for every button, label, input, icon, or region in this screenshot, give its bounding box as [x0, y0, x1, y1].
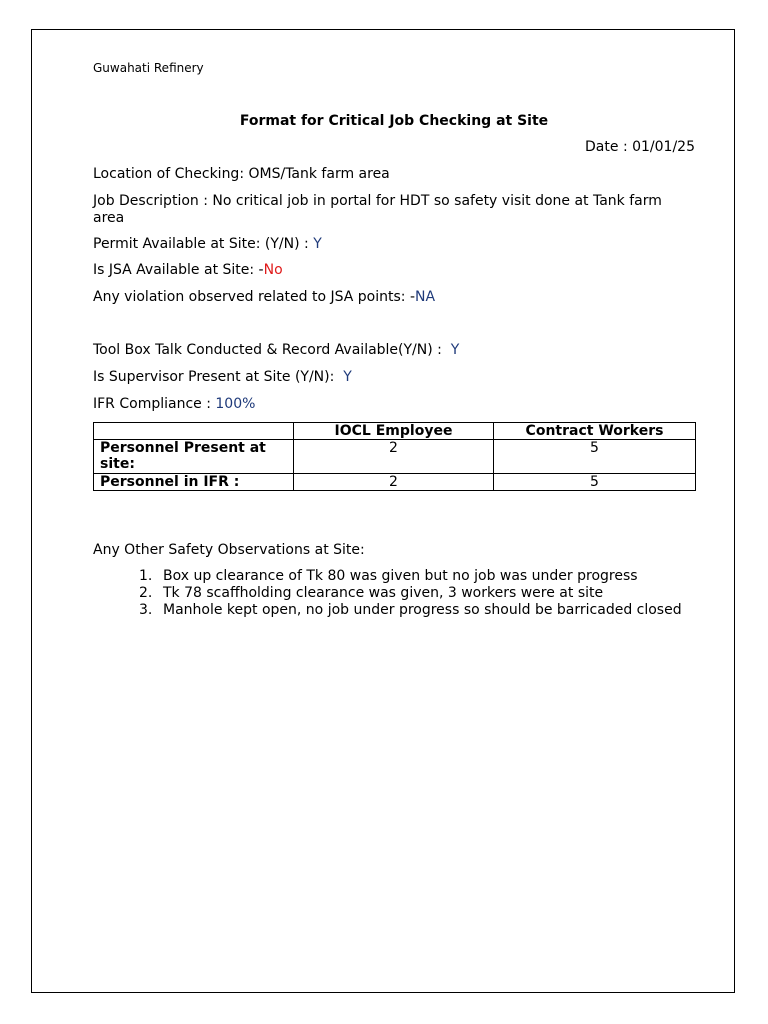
list-item-number: 3.: [139, 602, 153, 618]
list-item-text: Manhole kept open, no job under progress so should be barricaded closed: [163, 602, 682, 618]
permit-value: Y: [313, 236, 322, 252]
observations-heading: Any Other Safety Observations at Site:: [93, 542, 365, 558]
table-header-blank: [94, 423, 294, 440]
violation-field: [93, 289, 695, 306]
jsa-field: [93, 262, 695, 279]
supervisor-field: [93, 369, 695, 386]
list-item-text: Box up clearance of Tk 80 was given but no job was under progress: [163, 568, 638, 584]
table-header-contract: Contract Workers: [494, 423, 696, 440]
violation-label: Any violation observed related to JSA points: -: [93, 289, 416, 305]
ifr-label: IFR Compliance :: [93, 396, 216, 412]
ifr-value: 100%: [215, 396, 256, 412]
location-field: Location of Checking: OMS/Tank farm area: [93, 166, 390, 182]
jsa-label: Is JSA Available at Site: -: [93, 262, 264, 278]
list-item: [139, 602, 682, 619]
row-label: Personnel in IFR :: [94, 474, 294, 491]
jsa-value: No: [263, 262, 283, 278]
iocl-count: 2: [294, 474, 494, 491]
list-item-number: 2.: [139, 585, 153, 601]
list-item-text: Tk 78 scaffholding clearance was given, 3 workers were at site: [163, 585, 604, 601]
toolbox-field: [93, 342, 695, 359]
supervisor-value: Y: [343, 369, 352, 385]
table-header-iocl: IOCL Employee: [294, 423, 494, 440]
row-label: Personnel Present at site:: [94, 440, 294, 474]
contract-count: 5: [494, 440, 696, 474]
iocl-count: 2: [294, 440, 494, 474]
toolbox-value: Y: [450, 342, 460, 358]
list-item: [139, 585, 682, 602]
permit-label: Permit Available at Site: (Y/N) :: [93, 236, 314, 252]
ifr-field: [93, 396, 695, 413]
personnel-table: [93, 422, 696, 491]
toolbox-label: Tool Box Talk Conducted & Record Available(Y/N) :: [93, 342, 451, 358]
observations-list: [139, 568, 682, 619]
contract-count: 5: [494, 474, 696, 491]
table-row: [94, 474, 696, 491]
table-row: [94, 440, 696, 474]
list-item: [139, 568, 682, 585]
document-date: Date : 01/01/25: [585, 139, 695, 155]
supervisor-label: Is Supervisor Present at Site (Y/N):: [93, 369, 344, 385]
list-item-number: 1.: [139, 568, 153, 584]
table-header-row: [94, 423, 696, 440]
organization-header: Guwahati Refinery: [93, 61, 204, 75]
document-title: Format for Critical Job Checking at Site: [239, 113, 549, 129]
permit-field: [93, 236, 695, 253]
job-description-field: Job Description : No critical job in portal for HDT so safety visit done at Tank farm area: [93, 193, 662, 226]
violation-value: NA: [415, 289, 436, 305]
